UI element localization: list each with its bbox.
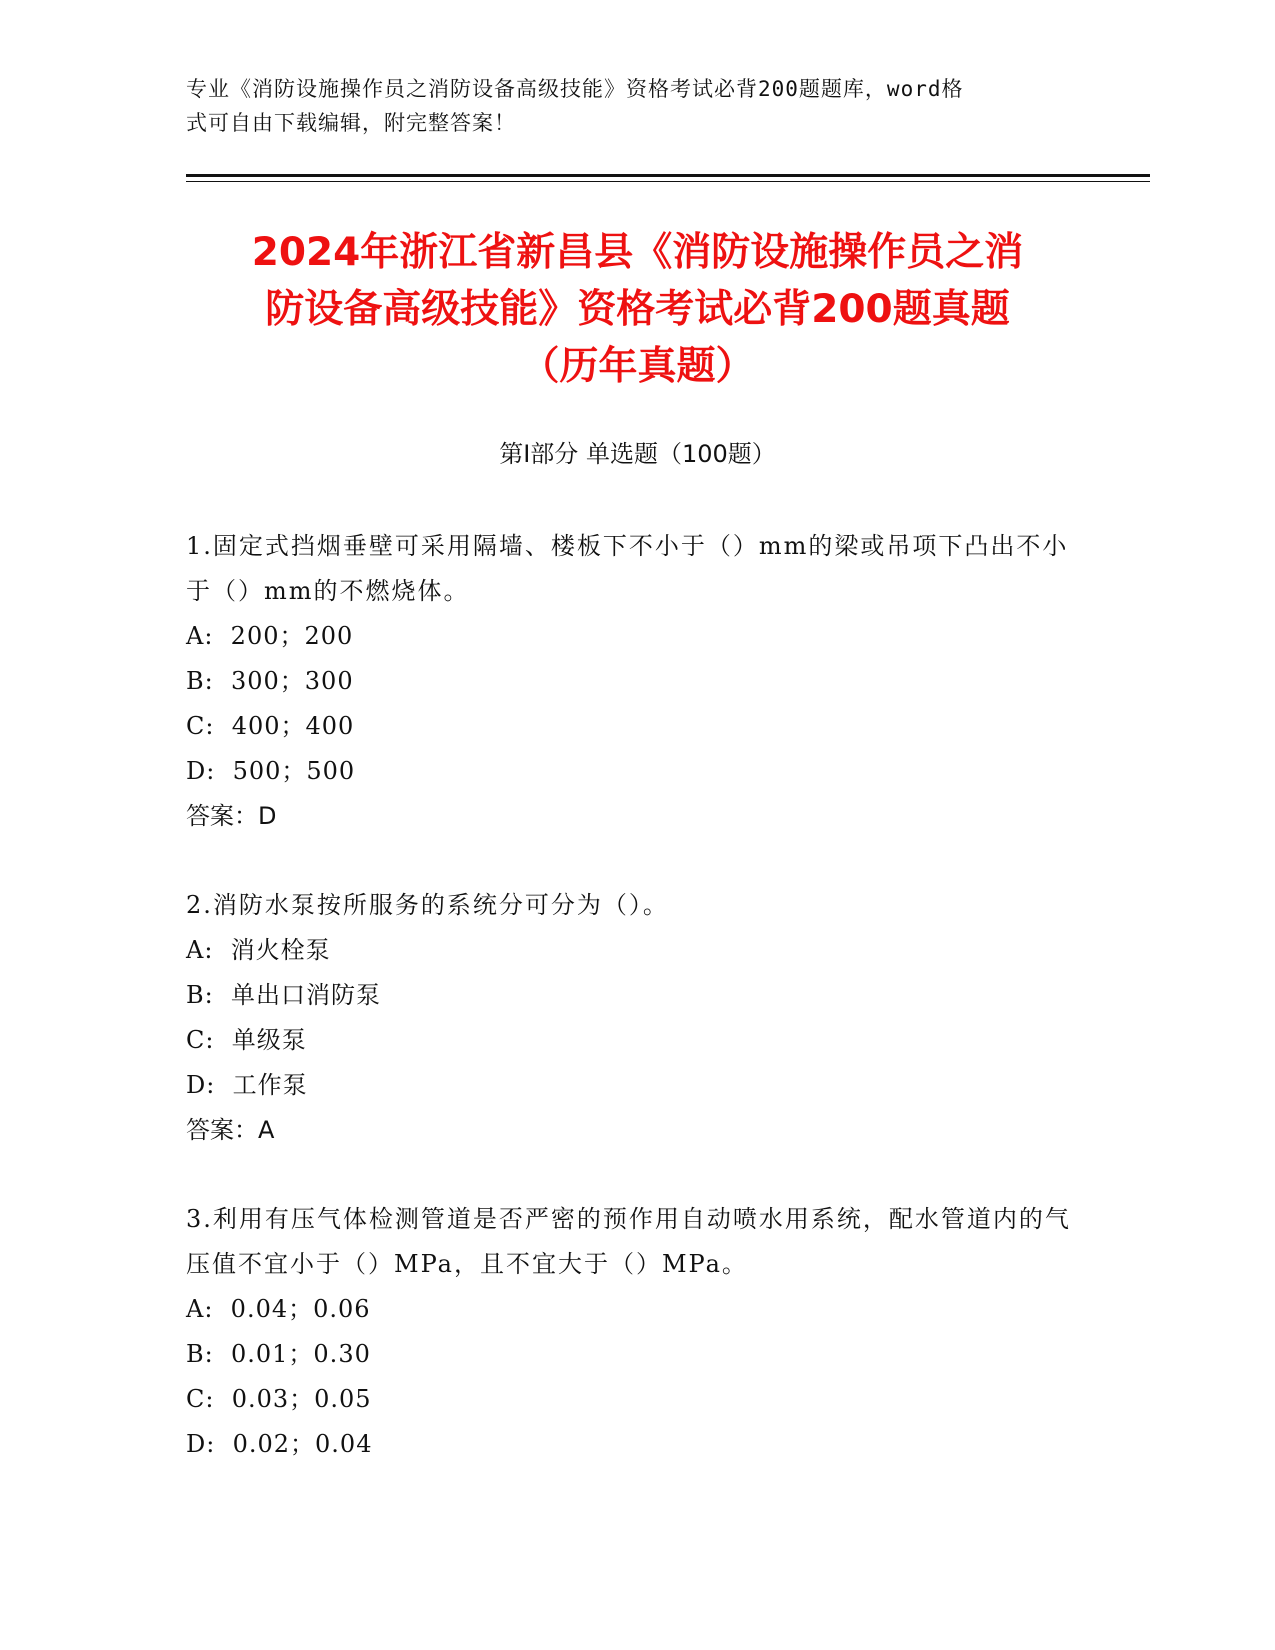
option-d: D: 工作泵 (186, 1071, 308, 1099)
question-list (186, 524, 1076, 1511)
title-line-1: 2024年浙江省新昌县《消防设施操作员之消 (251, 230, 1024, 275)
answer-line: 答案：A (186, 1116, 275, 1144)
question-stem: 1.固定式挡烟垂壁可采用隔墙、楼板下不小于（）mm的梁或吊项下凸出不小于（）mm的不燃烧体。 (186, 532, 1069, 605)
section-heading: 第Ⅰ部分 单选题（100题） (499, 440, 776, 468)
header-divider-thin (186, 181, 1150, 182)
header-line-2: 式可自由下载编辑，附完整答案！ (186, 111, 516, 135)
option-b: B: 300；300 (186, 667, 354, 695)
header-line-1: 专业《消防设施操作员之消防设备高级技能》资格考试必背200题题库，word格 (186, 77, 964, 101)
title-line-2: 防设备高级技能》资格考试必背200题真题 (265, 287, 1010, 332)
option-a: A: 200；200 (186, 622, 354, 650)
question-1 (186, 524, 1076, 839)
option-c: C: 单级泵 (186, 1026, 307, 1054)
document-header-note (186, 72, 1086, 140)
question-2 (186, 883, 1076, 1153)
option-c: C: 400；400 (186, 712, 355, 740)
option-b: B: 单出口消防泵 (186, 981, 381, 1009)
answer-line: 答案：D (186, 802, 277, 830)
option-a: A: 0.04；0.06 (186, 1295, 371, 1323)
question-stem: 3.利用有压气体检测管道是否严密的预作用自动喷水用系统，配水管道内的气压值不宜小于（）MPa，且不宜大于（）MPa。 (186, 1205, 1071, 1278)
option-d: D: 0.02；0.04 (186, 1430, 373, 1458)
question-3 (186, 1197, 1076, 1467)
option-a: A: 消火栓泵 (186, 936, 331, 964)
question-stem: 2.消防水泵按所服务的系统分可分为（）。 (186, 891, 669, 919)
option-d: D: 500；500 (186, 757, 356, 785)
header-divider-thick (186, 174, 1150, 177)
option-b: B: 0.01；0.30 (186, 1340, 371, 1368)
title-line-3: （历年真题） (520, 344, 755, 389)
option-c: C: 0.03；0.05 (186, 1385, 372, 1413)
document-title (150, 224, 1125, 395)
